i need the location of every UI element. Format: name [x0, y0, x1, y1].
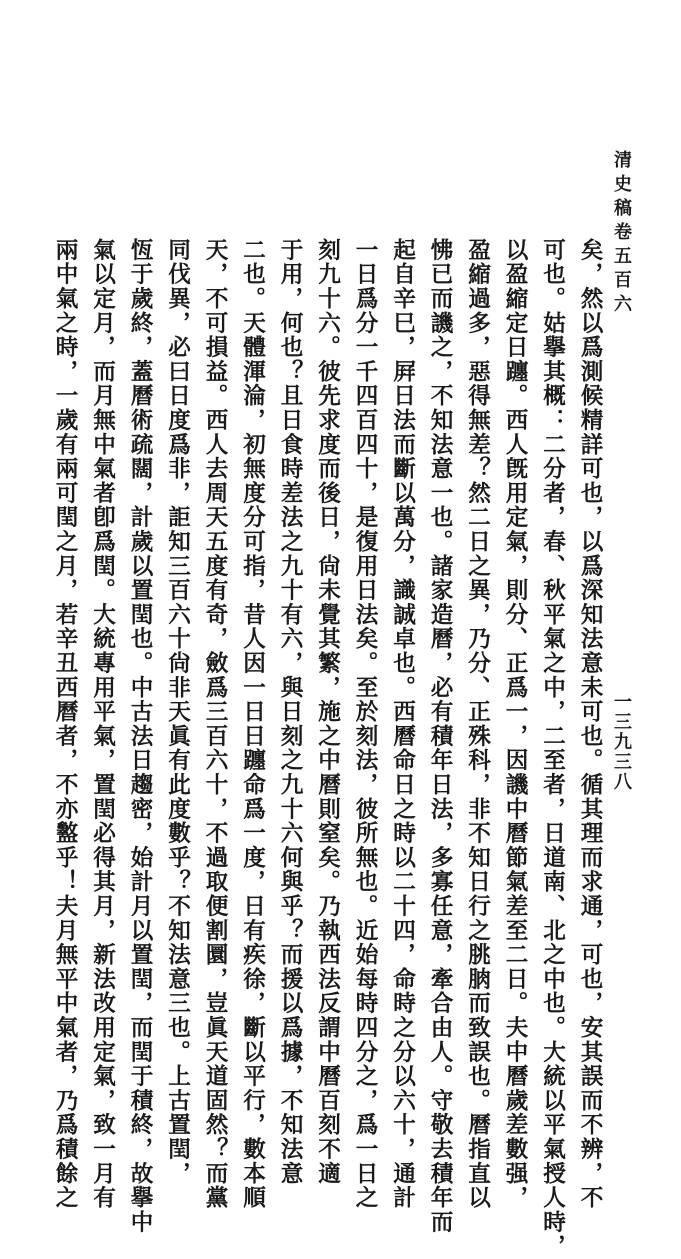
- text-column: 起自辛巳，屛日法而斷以萬分，識誠卓也。西曆命日之時以二十四，命時之分以六十，通計: [389, 238, 416, 1210]
- text-column: 恆于歲終，蓋曆術疏闊，計歲以置閏也。中古法日趨密，始計月以置閏，而閏于積終，故擧中: [127, 238, 153, 1235]
- text-column: 刻九十六。彼先求度而後日，尙未覺其繁，施之中曆則窒矣。乃執西法反謂中曆百刻不適: [314, 238, 341, 1186]
- text-column: 兩中氣之時，一歲有兩可閏之月，若辛丑西曆者，不亦盭乎！夫月無平中氣者，乃爲積餘之: [52, 238, 78, 1210]
- running-header: 清史稿卷五百六: [611, 150, 632, 318]
- text-column: 盈縮過多，惡得無差？然二日之異，乃分、正殊科，非不知日行之朓朒而致誤也。曆指直以: [464, 238, 491, 1210]
- text-column: 同伐異，必曰日度爲非，詎知三百六十尙非天眞有此度數乎？不知法意三也。上古置閏，: [164, 238, 191, 1186]
- text-column: 怫已而譏之，不知法意一也。諸家造曆，必有積年日法，多寡任意，牽合由人。守敬去積年而: [427, 238, 453, 1235]
- text-column: 天，不可損益。西人去周天五度有奇，斂爲三百六十，不過取便割圜，豈眞天道固然？而黨: [202, 238, 228, 1210]
- text-column: 氣以定月，而月無中氣者卽爲閏。大統專用平氣，置閏必得其月，新法改用定氣，致一月有: [89, 238, 116, 1210]
- page-number: 一三九三八: [611, 692, 632, 792]
- text-column: 于用，何也？且日食時差法之九十有六，與日刻之九十六何與乎？而援以爲據，不知法意: [277, 238, 303, 1186]
- body-text: [52, 238, 608, 1259]
- text-column: 矣，然以爲測候精詳可也，以爲深知法意未可也。循其理而求通，可也，安其誤而不辨，不: [577, 238, 603, 1210]
- text-column: 二也。天體渾淪，初無度分可指，昔人因一日日躔命爲一度，日有疾徐，斷以平行，數本順: [239, 238, 266, 1210]
- text-column: 以盈縮定日躔。西人旣用定氣，則分、正爲一，因譏中曆節氣差至二日。夫中曆歲差數强，: [502, 238, 528, 1210]
- text-column: 一日爲分一千四百四十，是復用日法矣。至於刻法，彼所無也。近始每時四分之，爲一日之: [352, 238, 378, 1210]
- text-column: 可也。姑擧其概：二分者，春、秋平氣之中，二至者，日道南、北之中也。大統以平氣授人時，: [539, 238, 566, 1259]
